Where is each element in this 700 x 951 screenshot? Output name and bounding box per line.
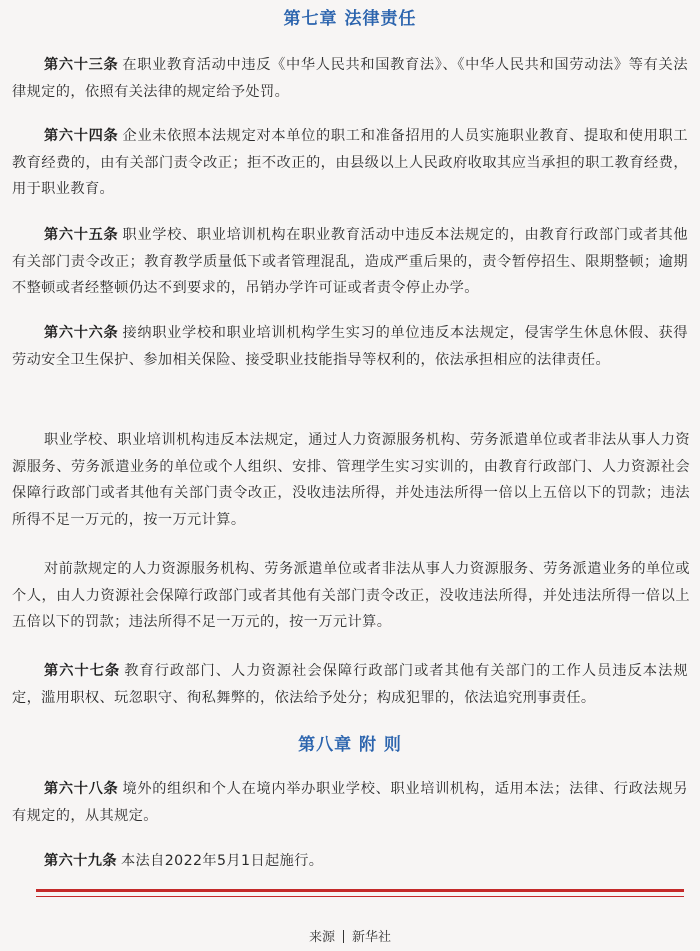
article-69 xyxy=(12,848,688,875)
article-67-number: 第六十七条 xyxy=(44,663,121,679)
article-68 xyxy=(12,776,688,829)
footer-divider-thick xyxy=(36,889,684,892)
article-63 xyxy=(12,52,688,105)
article-69-number: 第六十九条 xyxy=(44,853,117,869)
article-64-number: 第六十四条 xyxy=(44,128,119,144)
article-67 xyxy=(12,658,688,711)
article-66 xyxy=(12,320,688,373)
article-65 xyxy=(12,222,688,302)
article-63-number: 第六十三条 xyxy=(44,57,119,73)
footer-divider-thin xyxy=(36,896,684,897)
article-68-text: 境外的组织和个人在境内举办职业学校、职业培训机构，适用本法；法律、行政法规另有规定的，从其规定。 xyxy=(12,781,688,824)
source-value: 新华社 xyxy=(352,930,392,945)
source-separator xyxy=(343,930,344,943)
article-67-text: 教育行政部门、人力资源社会保障行政部门或者其他有关部门的工作人员违反本法规定，滥用职权、玩忽职守、徇私舞弊的，依法给予处分；构成犯罪的，依法追究刑事责任。 xyxy=(12,663,688,706)
article-69-text: 本法自2022年5月1日起施行。 xyxy=(120,853,324,869)
article-66-number: 第六十六条 xyxy=(44,325,119,341)
article-66-paragraph-2: 职业学校、职业培训机构违反本法规定，通过人力资源服务机构、劳务派遣单位或者非法从事人力资源服务、劳务派遣业务的单位或个人组织、安排、管理学生实习实训的，由教育行政部门、人力资源社会保障行政部门或者其他有关部门责令改正，没收违法所得，并处违法所得一倍以上五倍以下的罚款；违法所得不足一万元的，按一万元计算。 xyxy=(12,432,690,528)
chapter-7-title: 第七章 法律责任 xyxy=(283,9,417,29)
source-line xyxy=(0,928,700,948)
article-66-paragraph-3: 对前款规定的人力资源服务机构、劳务派遣单位或者非法从事人力资源服务、劳务派遣业务的单位或个人，由人力资源社会保障行政部门或者其他有关部门责令改正，没收违法所得，并处违法所得一倍以上五倍以下的罚款；违法所得不足一万元的，按一万元计算。 xyxy=(12,561,690,630)
article-66-text: 接纳职业学校和职业培训机构学生实习的单位违反本法规定，侵害学生休息休假、获得劳动安全卫生保护、参加相关保险、接受职业技能指导等权利的，依法承担相应的法律责任。 xyxy=(12,325,688,368)
article-65-text: 职业学校、职业培训机构在职业教育活动中违反本法规定的，由教育行政部门或者其他有关部门责令改正；教育教学质量低下或者管理混乱，造成严重后果的，责令暂停招生、限期整顿；逾期不整顿或者经整顿仍达不到要求的，吊销办学许可证或者责令停止办学。 xyxy=(12,227,688,296)
article-63-text: 在职业教育活动中违反《中华人民共和国教育法》、《中华人民共和国劳动法》等有关法律规定的，依照有关法律的规定给予处罚。 xyxy=(12,57,688,100)
article-64 xyxy=(12,123,688,203)
article-68-number: 第六十八条 xyxy=(44,781,119,797)
chapter-8-title: 第八章 附 则 xyxy=(298,735,402,755)
article-64-text: 企业未依照本法规定对本单位的职工和准备招用的人员实施职业教育、提取和使用职工教育经费的，由有关部门责令改正；拒不改正的，由县级以上人民政府收取其应当承担的职工教育经费，用于职业教育。 xyxy=(12,128,688,197)
article-65-number: 第六十五条 xyxy=(44,227,119,243)
source-label: 来源 xyxy=(308,930,335,945)
